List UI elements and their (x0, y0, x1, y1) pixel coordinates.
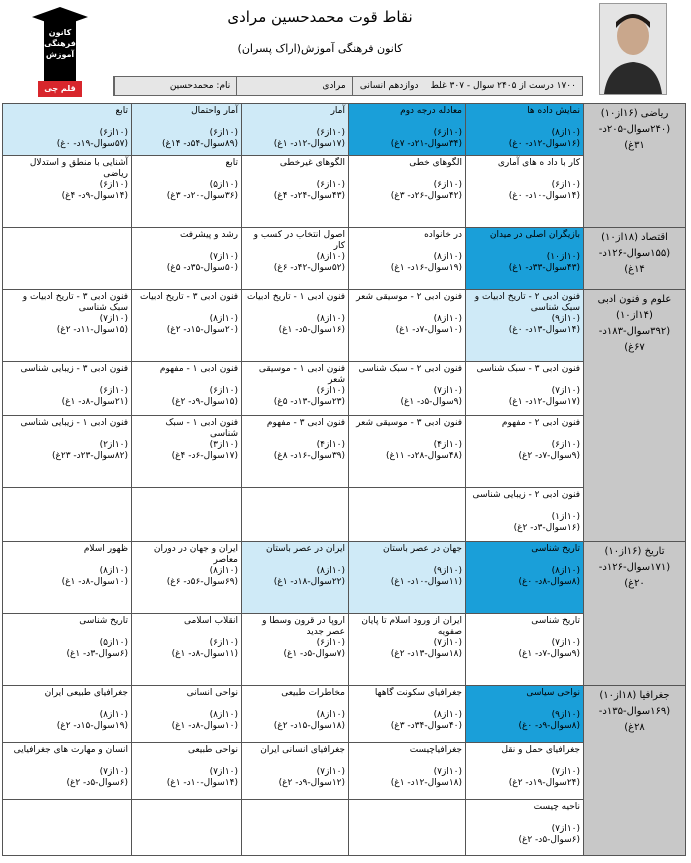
topic-score: (۱۰از۱۰) (546, 252, 580, 262)
topic-stats: (۱۴سوال-۹د- ۴غ) (61, 191, 128, 201)
topic-stats: (۱۱سوال-۱۰د- ۱غ) (390, 577, 462, 587)
topic-cell (242, 686, 349, 743)
strengths-table (2, 103, 686, 856)
topic-title: فنون ادبی ۲ - موسیقی شعر (356, 292, 462, 302)
topic-stats: (۷سوال-۵د- ۱غ) (283, 649, 345, 659)
topic-score: (۱۰از۱) (551, 512, 580, 522)
topic-title: فنون ادبی ۳ - تاریخ ادبیات و سبک شناسی (22, 292, 128, 313)
topic-cell (349, 362, 466, 416)
topic-cell (242, 290, 349, 362)
topic-cell (349, 686, 466, 743)
topic-title: فنون ادبی ۲ - سبک شناسی (358, 364, 462, 374)
topic-cell (466, 542, 584, 614)
topic-stats: (۹سوال-۷د- ۲غ) (518, 451, 580, 461)
topic-score: (۱۰از۸) (551, 566, 580, 576)
topic-title: آشنایی با منطق و استدلال ریاضی (29, 158, 128, 179)
topic-cell (3, 228, 132, 290)
topic-title (352, 802, 462, 824)
topic-cell (466, 290, 584, 362)
topic-cell (466, 228, 584, 290)
topic-stats: (۱۶سوال-۵د- ۱غ) (278, 325, 345, 335)
topic-cell (349, 542, 466, 614)
topic-stats: (۱۹سوال-۱۶د- ۱غ) (390, 263, 462, 273)
table-row (3, 156, 686, 228)
topic-score: (۱۰از۸) (99, 710, 128, 720)
page-title: نقاط قوت محمدحسین مرادی (227, 8, 413, 26)
topic-cell (242, 800, 349, 856)
topic-cell (132, 156, 242, 228)
topic-title: فنون ادبی ۲ - تاریخ ادبیات و سبک شناسی (474, 292, 580, 313)
topic-title: فنون ادبی ۱ - زیبایی شناسی (20, 418, 128, 428)
topic-title: نواحی طبیعی (187, 745, 238, 755)
topic-stats: (۶سوال-۳د- ۱غ) (66, 649, 128, 659)
topic-cell (132, 290, 242, 362)
topic-cell (242, 488, 349, 542)
topic-title: الگوهای خطی (409, 158, 462, 168)
table-row (3, 542, 686, 614)
topic-title: جغرافیای انسانی ایران (260, 745, 345, 755)
topic-cell (132, 362, 242, 416)
topic-title: فنون ادبی ۳ - سبک شناسی (476, 364, 580, 374)
topic-stats: (۱۷سوال-۱۲د- ۱غ) (273, 139, 345, 149)
topic-title (245, 802, 345, 824)
topic-score: (۱۰از۸) (209, 314, 238, 324)
topic-title (135, 490, 238, 512)
logo-line-2: فرهنگی (44, 39, 76, 48)
topic-score: (۱۰از۸) (433, 252, 462, 262)
topic-stats: (۱۸سوال-۱۵د- ۲غ) (273, 721, 345, 731)
table-row (3, 104, 686, 156)
topic-title: بازیگران اصلی در میدان (489, 230, 580, 240)
topic-title: نواحی انسانی (186, 688, 238, 698)
topic-score: (۱۰از۶) (433, 128, 462, 138)
topic-cell (132, 743, 242, 800)
topic-score: (۱۰از۷) (551, 824, 580, 834)
logo-line-3: آموزش (45, 50, 75, 59)
topic-cell (3, 614, 132, 686)
topic-stats: (۹سوال-۷د- ۱غ) (518, 649, 580, 659)
topic-title (6, 490, 128, 512)
topic-score: (۱۰از۳) (209, 440, 238, 450)
topic-cell (242, 743, 349, 800)
topic-title: ایران از ورود اسلام تا پایان صفویه (361, 616, 462, 637)
topic-stats: (۱۱سوال-۸د- ۱غ) (171, 649, 238, 659)
topic-cell (132, 614, 242, 686)
topic-cell (3, 542, 132, 614)
topic-score: (۱۰از۶) (209, 386, 238, 396)
topic-title: تاریخ شناسی (79, 616, 128, 626)
topic-score: (۱۰از۵) (99, 638, 128, 648)
topic-title: جغرافیای حمل و نقل (501, 745, 580, 755)
topic-stats: (۸۹سوال-۵۴د- ۱۴غ) (161, 139, 238, 149)
topic-title: فنون ادبی ۳ - تاریخ ادبیات (139, 292, 238, 302)
topic-stats: (۲۱سوال-۸د- ۱غ) (61, 397, 128, 407)
topic-stats: (۶سوال-۵د- ۲غ) (518, 835, 580, 845)
subject-cell: علوم و فنون ادبی (۱۴از۱۰) (۳۹۲سوال-۱۸۳د- ۶۷غ) (584, 290, 686, 542)
topic-title: ظهور اسلام (83, 544, 128, 554)
topic-title: تابع (115, 106, 128, 116)
topic-cell (3, 800, 132, 856)
topic-stats: (۱۰سوال-۷د- ۱غ) (395, 325, 462, 335)
topic-score: (۱۰از۷) (99, 314, 128, 324)
topic-cell (349, 800, 466, 856)
topic-cell (466, 362, 584, 416)
table-row (3, 228, 686, 290)
report-header (0, 0, 691, 100)
topic-score: (۱۰از۸) (209, 710, 238, 720)
topic-cell (3, 156, 132, 228)
topic-stats: (۴۳سوال-۳۳د- ۱غ) (508, 263, 580, 273)
topic-score: (۱۰از۷) (433, 386, 462, 396)
topic-title (352, 490, 462, 512)
subject-cell: اقتصاد (۱۸از۱۰) (۱۵۵سوال-۱۲۶د- ۱۴غ) (584, 228, 686, 290)
topic-title: انقلاب اسلامی (184, 616, 238, 626)
topic-stats: (۲۰سوال-۱۵د- ۲غ) (166, 325, 238, 335)
topic-title: در خانواده (424, 230, 462, 240)
topic-stats: (۳۴سوال-۲۱د- ۷غ) (390, 139, 462, 149)
topic-score: (۱۰از۵) (209, 180, 238, 190)
topic-title: انسان و مهارت های جغرافیایی (13, 745, 128, 755)
topic-cell (242, 228, 349, 290)
topic-score: (۱۰از۷) (209, 767, 238, 777)
topic-stats: (۲۳سوال-۱۳د- ۵غ) (273, 397, 345, 407)
topic-score: (۱۰از۸) (316, 566, 345, 576)
topic-score: (۱۰از۷) (551, 386, 580, 396)
student-photo (599, 3, 667, 95)
topic-stats: (۱۲سوال-۹د- ۲غ) (278, 778, 345, 788)
topic-score: (۱۰از۸) (316, 314, 345, 324)
topic-score: (۱۰از۶) (551, 440, 580, 450)
topic-score: (۱۰از۶) (99, 180, 128, 190)
topic-score: (۱۰از۶) (99, 386, 128, 396)
topic-title: نواحی سیاسی (526, 688, 580, 698)
topic-stats: (۳۹سوال-۱۶د- ۸غ) (273, 451, 345, 461)
topic-title: ایران و جهان در دوران معاصر (153, 544, 238, 565)
topic-cell (3, 362, 132, 416)
topic-stats: (۱۰سوال-۸د- ۱غ) (61, 577, 128, 587)
topic-cell (3, 416, 132, 488)
topic-cell (349, 614, 466, 686)
topic-title: فنون ادبی ۳ - مفهوم (266, 418, 345, 428)
topic-stats: (۴۸سوال-۲۸د- ۱۱غ) (385, 451, 462, 461)
topic-title: کار با داد ه های آماری (497, 158, 580, 168)
topic-cell (466, 614, 584, 686)
topic-score: (۱۰از۸) (316, 710, 345, 720)
topic-cell (349, 416, 466, 488)
table-row (3, 290, 686, 362)
topic-title: فنون ادبی ۲ - مفهوم (501, 418, 580, 428)
topic-title: فنون ادبی ۱ - سبک شناسی (165, 418, 238, 439)
topic-score: (۱۰از۹) (551, 710, 580, 720)
topic-title: اروپا در قرون وسطا و عصر جدید (262, 616, 345, 637)
topic-title: اصول انتخاب در کسب و کار (253, 230, 345, 251)
subject-cell: ریاضی (۱۶از۱۰) (۲۴۰سوال-۲۰۵د- ۳۱غ) (584, 104, 686, 228)
topic-score: (۱۰از۶) (551, 180, 580, 190)
topic-cell (466, 800, 584, 856)
topic-score: (۱۰از۲) (99, 440, 128, 450)
topic-title (245, 490, 345, 512)
topic-stats: (۴۳سوال-۲۴د- ۴غ) (273, 191, 345, 201)
topic-cell (132, 542, 242, 614)
topic-stats: (۱۰سوال-۸د- ۱غ) (171, 721, 238, 731)
topic-stats: (۱۶سوال-۱۲د- ۰غ) (508, 139, 580, 149)
table-row (3, 362, 686, 416)
topic-title: فنون ادبی ۱ - مفهوم (159, 364, 238, 374)
topic-stats: (۱۷سوال-۶د- ۴غ) (171, 451, 238, 461)
student-name: نام: محمدحسین (114, 77, 236, 95)
topic-score: (۱۰از۷) (551, 638, 580, 648)
topic-cell (349, 228, 466, 290)
student-summary: ۱۷۰۰ درست از ۲۴۰۵ سوال - ۳۰۷ غلط (430, 81, 576, 91)
topic-cell (132, 416, 242, 488)
topic-title: آمار (330, 106, 345, 116)
kanoon-logo (22, 3, 98, 99)
topic-title (135, 802, 238, 824)
topic-stats: (۱۴سوال-۱۰د- ۰غ) (508, 191, 580, 201)
topic-score: (۱۰از۸) (99, 566, 128, 576)
topic-title: جغرافیای طبیعی ایران (44, 688, 128, 698)
topic-cell (349, 156, 466, 228)
page-subtitle: کانون فرهنگی آموزش(اراک پسران) (237, 42, 403, 55)
topic-stats: (۹سوال-۵د- ۱غ) (400, 397, 462, 407)
topic-score: (۱۰از۷) (433, 638, 462, 648)
topic-cell (242, 614, 349, 686)
student-info-bar (113, 76, 583, 96)
topic-score: (۱۰از۶) (209, 128, 238, 138)
topic-score: (۱۰از۸) (209, 566, 238, 576)
logo-line-1: کانون (48, 28, 72, 37)
topic-cell (3, 488, 132, 542)
topic-cell (132, 104, 242, 156)
topic-cell (349, 104, 466, 156)
topic-cell (466, 156, 584, 228)
subject-cell: جغرافیا (۱۸از۱۰) (۱۶۹سوال-۱۳۵د- ۲۸غ) (584, 686, 686, 856)
student-field: دوازدهم انسانی (352, 77, 425, 95)
topic-title: ناحیه چیست (533, 802, 580, 812)
topic-stats: (۱۴سوال-۱۳د- ۰غ) (508, 325, 580, 335)
topic-cell (242, 156, 349, 228)
topic-cell (242, 542, 349, 614)
table-row (3, 743, 686, 800)
topic-title: فنون ادبی ۳ - موسیقی شعر (356, 418, 462, 428)
topic-score: (۱۰از۸) (433, 314, 462, 324)
topic-score: (۱۰از۹) (551, 314, 580, 324)
topic-stats: (۱۵سوال-۱۱د- ۲غ) (56, 325, 128, 335)
topic-title: الگوهای غیرخطی (279, 158, 345, 168)
topic-cell (3, 743, 132, 800)
topic-score: (۱۰از۷) (433, 767, 462, 777)
topic-title: جغرافیای سکونت گاهها (374, 688, 462, 698)
topic-title: آمار واحتمال (191, 106, 238, 116)
subject-cell: تاریخ (۱۶از۱۰) (۱۷۱سوال-۱۲۶د- ۲۰غ) (584, 542, 686, 686)
topic-stats: (۵۲سوال-۴۲د- ۶غ) (273, 263, 345, 273)
topic-cell (349, 488, 466, 542)
topic-score: (۱۰از۷) (316, 767, 345, 777)
topic-cell (132, 800, 242, 856)
topic-title: تابع (225, 158, 238, 168)
topic-stats: (۸سوال-۸د- ۰غ) (518, 577, 580, 587)
topic-stats: (۳۶سوال-۲۰د- ۳غ) (166, 191, 238, 201)
topic-score: (۱۰از۷) (99, 767, 128, 777)
topic-score: (۱۰از۸) (316, 252, 345, 262)
topic-cell (466, 104, 584, 156)
topic-title: مخاطرات طبیعی (281, 688, 345, 698)
topic-score: (۱۰از۶) (209, 638, 238, 648)
topic-title: ایران در عصر باستان (265, 544, 345, 554)
topic-score: (۱۰از۶) (316, 638, 345, 648)
topic-title: تاریخ شناسی (531, 544, 580, 554)
topic-cell (132, 686, 242, 743)
topic-score: (۱۰از۸) (433, 710, 462, 720)
topic-score: (۱۰از۷) (209, 252, 238, 262)
topic-score: (۱۰از۴) (316, 440, 345, 450)
topic-title (6, 802, 128, 824)
topic-cell (3, 104, 132, 156)
topic-title: تاریخ شناسی (531, 616, 580, 626)
table-row (3, 614, 686, 686)
topic-stats: (۴۰سوال-۳۴د- ۳غ) (390, 721, 462, 731)
topic-stats: (۶۹سوال-۵۶د- ۶غ) (166, 577, 238, 587)
table-row (3, 686, 686, 743)
topic-score: (۱۰از۹) (433, 566, 462, 576)
topic-cell (132, 228, 242, 290)
topic-stats: (۱۸سوال-۱۳د- ۲غ) (390, 649, 462, 659)
topic-score: (۱۰از۷) (551, 767, 580, 777)
topic-stats: (۴۲سوال-۲۶د- ۳غ) (390, 191, 462, 201)
topic-title: فنون ادبی ۱ - موسیقی شعر (258, 364, 345, 385)
topic-score: (۱۰از۶) (316, 180, 345, 190)
topic-stats: (۵۷سوال-۱۹د- ۰غ) (56, 139, 128, 149)
topic-title: معادله درجه دوم (400, 106, 462, 116)
topic-score: (۱۰از۶) (99, 128, 128, 138)
table-row (3, 488, 686, 542)
topic-stats: (۲۲سوال-۱۸د- ۱غ) (273, 577, 345, 587)
topic-title (6, 230, 128, 252)
topic-cell (242, 416, 349, 488)
topic-cell (349, 743, 466, 800)
topic-stats: (۱۶سوال-۳د- ۲غ) (513, 523, 580, 533)
topic-stats: (۱۵سوال-۹د- ۲غ) (171, 397, 238, 407)
topic-cell (242, 362, 349, 416)
topic-title: جغرافیاچیست (409, 745, 462, 755)
topic-score: (۱۰از۶) (316, 128, 345, 138)
table-row (3, 416, 686, 488)
topic-stats: (۸سوال-۹د- ۰غ) (518, 721, 580, 731)
topic-cell (3, 290, 132, 362)
topic-title: نمایش داده ها (527, 106, 580, 116)
topic-cell (466, 686, 584, 743)
topic-score: (۱۰از۸) (551, 128, 580, 138)
topic-cell (466, 416, 584, 488)
topic-cell (132, 488, 242, 542)
logo-line-4: قلم چی (44, 84, 76, 93)
topic-cell (466, 743, 584, 800)
topic-stats: (۱۸سوال-۱۲د- ۱غ) (390, 778, 462, 788)
topic-score: (۱۰از۴) (433, 440, 462, 450)
topic-title: فنون ادبی ۲ - زیبایی شناسی (472, 490, 580, 500)
topic-title: فنون ادبی ۱ - تاریخ ادبیات (246, 292, 345, 302)
topic-title: رشد و پیشرفت (179, 230, 238, 240)
topic-stats: (۱۴سوال-۱۰د- ۱غ) (166, 778, 238, 788)
topic-stats: (۸۲سوال-۲۳د- ۲۳غ) (51, 451, 128, 461)
topic-stats: (۲۴سوال-۱۹د- ۲غ) (508, 778, 580, 788)
topic-stats: (۱۷سوال-۱۲د- ۱غ) (508, 397, 580, 407)
avatar-image (600, 4, 666, 94)
table-row (3, 800, 686, 856)
topic-score: (۱۰از۶) (316, 386, 345, 396)
topic-score: (۱۰از۶) (433, 180, 462, 190)
topic-title: فنون ادبی ۳ - زیبایی شناسی (20, 364, 128, 374)
topic-title: جهان در عصر باستان (383, 544, 462, 554)
topic-cell (242, 104, 349, 156)
topic-stats: (۵۰سوال-۳۵د- ۵غ) (166, 263, 238, 273)
topic-stats: (۱۹سوال-۱۵د- ۲غ) (56, 721, 128, 731)
topic-cell (349, 290, 466, 362)
topic-cell (466, 488, 584, 542)
topic-stats: (۶سوال-۵د- ۲غ) (66, 778, 128, 788)
topic-cell (3, 686, 132, 743)
student-family: مرادی (236, 77, 351, 95)
